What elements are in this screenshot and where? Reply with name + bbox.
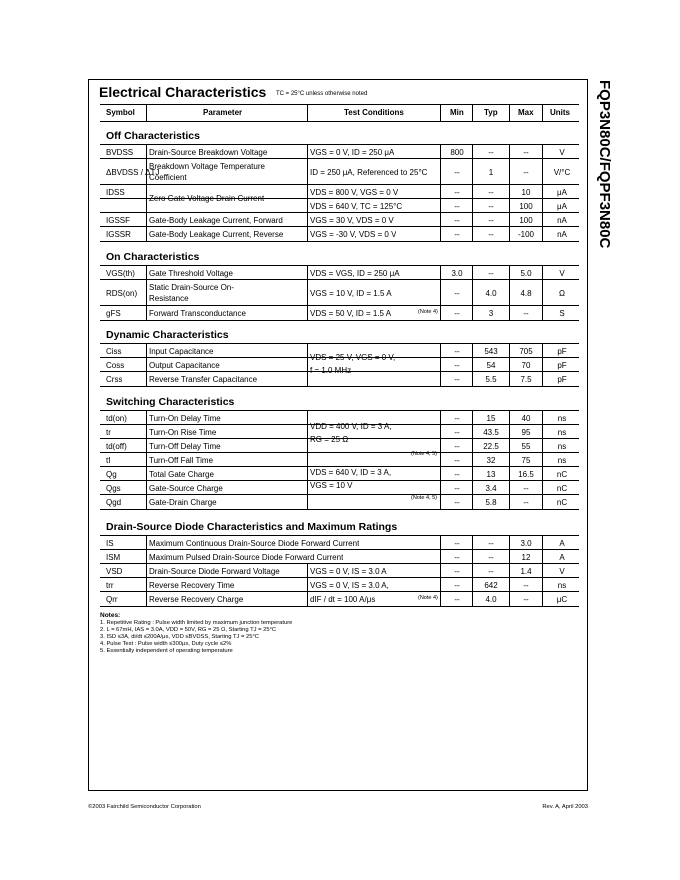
parameter: Maximum Continuous Drain-Source Diode Forward Current — [149, 538, 360, 548]
typ-value: -- — [488, 187, 494, 197]
min-value: -- — [454, 455, 460, 465]
max-value: 7.5 — [520, 374, 532, 384]
typ-value: 1 — [488, 167, 494, 177]
max-value: 10 — [521, 187, 531, 197]
max-value: 100 — [519, 201, 533, 211]
max-value: 12 — [521, 552, 531, 562]
min-value: -- — [454, 566, 460, 576]
table-row — [100, 535, 579, 550]
max-value: 4.8 — [520, 288, 532, 298]
min-value: -- — [454, 483, 460, 493]
unit: μC — [556, 594, 568, 604]
table-row — [100, 577, 579, 592]
min-value: -- — [454, 308, 460, 318]
unit: V — [559, 268, 565, 278]
symbol: Qrr — [106, 594, 118, 604]
symbol: Coss — [106, 360, 125, 370]
parameter: Breakdown Voltage Temperature Coefficient — [149, 162, 265, 182]
typ-value: 642 — [484, 580, 498, 590]
parameter: Forward Transconductance — [149, 308, 246, 318]
test-condition: VGS = -30 V, VDS = 0 V — [310, 229, 397, 239]
symbol: RDS(on) — [106, 288, 138, 298]
test-condition: VDS = 50 V, ID = 1.5 A — [310, 308, 392, 318]
test-condition-line: VDS = 25 V, VGS = 0 V, — [310, 353, 396, 362]
max-value: 100 — [519, 215, 533, 225]
part-number-sidebar: FQP3N80C/FQPF3N80C — [596, 80, 613, 249]
test-condition: ID = 250 μA, Referenced to 25°C — [310, 167, 428, 177]
parameter: Gate-Source Charge — [149, 483, 223, 493]
footer-copyright: ©2003 Fairchild Semiconductor Corporation — [88, 804, 201, 810]
typ-value: 5.8 — [485, 497, 497, 507]
typ-value: -- — [488, 566, 494, 576]
parameter: Gate-Drain Charge — [149, 497, 217, 507]
test-condition-line: VGS = 10 V — [310, 481, 353, 490]
max-value: 5.0 — [520, 268, 532, 278]
table-row — [100, 265, 579, 280]
typ-value: 22.5 — [483, 441, 499, 451]
symbol: Ciss — [106, 346, 122, 356]
symbol: ISM — [106, 552, 121, 562]
parameter: Turn-On Rise Time — [149, 427, 217, 437]
typ-value: 4.0 — [485, 594, 497, 604]
table-row — [100, 158, 579, 185]
note-item: 2. L = 67mH, IAS = 3.0A, VDD = 50V, RG = 25 Ω, Starting TJ = 25°C — [100, 627, 277, 634]
parameter: Turn-On Delay Time — [149, 413, 221, 423]
unit: nC — [556, 469, 568, 479]
note-ref: (Note 4) — [418, 595, 438, 601]
min-value: -- — [454, 427, 460, 437]
test-condition-line: VDS = 640 V, ID = 3 A, — [310, 468, 392, 477]
typ-value: 15 — [486, 413, 496, 423]
typ-value: -- — [488, 268, 494, 278]
test-condition: dIF / dt = 100 A/μs — [310, 594, 376, 604]
min-value: -- — [454, 441, 460, 451]
min-value: -- — [454, 538, 460, 548]
max-value: 1.4 — [520, 566, 532, 576]
min-value: -- — [454, 346, 460, 356]
test-condition — [310, 410, 440, 456]
symbol: ΔBVDSS / ΔTJ — [106, 167, 160, 177]
max-value: 75 — [521, 455, 531, 465]
max-value: -100 — [517, 229, 534, 239]
unit: pF — [557, 360, 567, 370]
section-heading: Drain-Source Diode Characteristics and Maximum Ratings — [106, 521, 398, 533]
typ-value: -- — [488, 201, 494, 211]
typ-value: -- — [488, 538, 494, 548]
max-value: 3.0 — [520, 538, 532, 548]
typ-value: 4.0 — [485, 288, 497, 298]
footer-revision: Rev. A, April 2003 — [542, 804, 588, 810]
parameter: Maximum Pulsed Drain-Source Diode Forward Current — [149, 552, 344, 562]
table-header — [100, 104, 579, 122]
parameter: Input Capacitance — [149, 346, 214, 356]
min-value: -- — [454, 288, 460, 298]
test-condition: VGS = 0 V, IS = 3.0 A, — [310, 580, 389, 590]
unit: pF — [557, 346, 567, 356]
symbol: Qgd — [106, 497, 122, 507]
unit: V — [559, 147, 565, 157]
note-item: 1. Repetitive Rating : Pulse width limited by maximum junction temperature — [100, 620, 293, 627]
max-value: 95 — [521, 427, 531, 437]
section-heading: Switching Characteristics — [106, 396, 235, 408]
test-condition: VDS = 640 V, TC = 125°C — [310, 201, 403, 211]
min-value: -- — [454, 201, 460, 211]
max-value: 16.5 — [518, 469, 534, 479]
unit: μA — [557, 187, 567, 197]
parameter: Reverse Recovery Time — [149, 580, 235, 590]
test-condition — [310, 343, 440, 385]
unit: V/°C — [553, 167, 571, 177]
symbol: trr — [106, 580, 114, 590]
test-condition: VGS = 30 V, VDS = 0 V — [310, 215, 394, 225]
notes — [100, 612, 292, 656]
test-condition-line: RG = 25 Ω — [310, 435, 349, 444]
max-value: -- — [523, 308, 529, 318]
col-parameter: Parameter — [203, 108, 243, 117]
note-item: 4. Pulse Test : Pulse width ≤300μs, Duty cycle ≤2% — [100, 641, 232, 648]
typ-value: 43.5 — [483, 427, 499, 437]
table-row — [100, 563, 579, 578]
min-value: -- — [454, 469, 460, 479]
symbol: BVDSS — [106, 147, 134, 157]
symbol: td(on) — [106, 413, 127, 423]
typ-value: -- — [488, 552, 494, 562]
table-row — [100, 212, 579, 227]
unit: ns — [557, 455, 567, 465]
page-title: Electrical Characteristics — [99, 84, 267, 100]
max-value: 40 — [521, 413, 531, 423]
table-row — [100, 549, 579, 564]
min-value: -- — [454, 229, 460, 239]
min-value: -- — [454, 594, 460, 604]
symbol: VGS(th) — [106, 268, 135, 278]
symbol: Crss — [106, 374, 123, 384]
unit: A — [559, 538, 565, 548]
symbol: IGSSR — [106, 229, 131, 239]
parameter: Reverse Transfer Capacitance — [149, 374, 258, 384]
table-row — [100, 591, 579, 607]
typ-value: 3.4 — [485, 483, 497, 493]
unit: nA — [557, 229, 567, 239]
max-value: -- — [523, 497, 529, 507]
section-heading: On Characteristics — [106, 251, 200, 263]
col-units: Units — [550, 108, 570, 117]
col-typ: Typ — [484, 108, 498, 117]
max-value: -- — [523, 147, 529, 157]
parameter: Total Gate Charge — [149, 469, 214, 479]
min-value: -- — [454, 413, 460, 423]
col-test-conditions: Test Conditions — [344, 108, 404, 117]
symbol: IGSSF — [106, 215, 131, 225]
typ-value: 3 — [488, 308, 494, 318]
symbol: td(off) — [106, 441, 127, 451]
min-value: -- — [454, 167, 460, 177]
note-ref: (Note 4) — [418, 309, 438, 315]
max-value: -- — [523, 594, 529, 604]
min-value: -- — [454, 187, 460, 197]
table-row — [100, 279, 579, 306]
parameter: Turn-Off Delay Time — [149, 441, 221, 451]
unit: V — [559, 566, 565, 576]
max-value: 705 — [519, 346, 533, 356]
table-row — [100, 144, 579, 159]
note-item: 5. Essentially independent of operating temperature — [100, 648, 233, 655]
typ-value: -- — [488, 147, 494, 157]
parameter: Gate-Body Leakage Current, Reverse — [149, 229, 284, 239]
test-condition-line: f = 1.0 MHz — [310, 366, 352, 375]
notes-heading: Notes: — [100, 612, 121, 619]
typ-value: 13 — [486, 469, 496, 479]
unit: nC — [556, 497, 568, 507]
min-value: -- — [454, 552, 460, 562]
typ-value: 5.5 — [485, 374, 497, 384]
section-heading: Dynamic Characteristics — [106, 329, 229, 341]
unit: ns — [557, 427, 567, 437]
test-condition: VGS = 0 V, ID = 250 μA — [310, 147, 395, 157]
typ-value: 543 — [484, 346, 498, 356]
unit: ns — [557, 580, 567, 590]
unit: A — [559, 552, 565, 562]
section-heading: Off Characteristics — [106, 130, 200, 142]
test-condition: VDS = VGS, ID = 250 μA — [310, 268, 400, 278]
max-value: 70 — [521, 360, 531, 370]
min-value: -- — [454, 580, 460, 590]
max-value: -- — [523, 167, 529, 177]
unit: S — [559, 308, 565, 318]
min-value: 3.0 — [451, 268, 463, 278]
typ-value: 54 — [486, 360, 496, 370]
symbol: Qgs — [106, 483, 121, 493]
unit: pF — [557, 374, 567, 384]
typ-value: 32 — [486, 455, 496, 465]
test-condition-line: VDD = 400 V, ID = 3 A, — [310, 422, 392, 431]
max-value: -- — [523, 580, 529, 590]
unit: nC — [556, 483, 568, 493]
parameter: Gate-Body Leakage Current, Forward — [149, 215, 283, 225]
symbol: gFS — [106, 308, 121, 318]
unit: Ω — [559, 288, 565, 298]
col-min: Min — [450, 108, 464, 117]
unit: ns — [557, 441, 567, 451]
parameter: Gate Threshold Voltage — [149, 268, 233, 278]
parameter: Static Drain-Source On-Resistance — [149, 283, 234, 303]
test-condition — [310, 466, 440, 492]
parameter: Drain-Source Diode Forward Voltage — [149, 566, 280, 576]
min-value: -- — [454, 360, 460, 370]
test-condition-note: TC = 25°C unless otherwise noted — [276, 91, 368, 97]
table-row — [100, 494, 579, 510]
typ-value: -- — [488, 229, 494, 239]
note-ref: (Note 4, 5) — [411, 451, 437, 457]
test-condition: VDS = 800 V, VGS = 0 V — [310, 187, 399, 197]
max-value: 55 — [521, 441, 531, 451]
min-value: -- — [454, 374, 460, 384]
min-value: -- — [454, 497, 460, 507]
parameter: Output Capacitance — [149, 360, 220, 370]
note-item: 3. ISD ≤3A, di/dt ≤200A/μs, VDD ≤BVDSS, Starting TJ = 25°C — [100, 634, 259, 641]
table-row — [100, 305, 579, 321]
parameter: Reverse Recovery Charge — [149, 594, 244, 604]
parameter: Drain-Source Breakdown Voltage — [149, 147, 268, 157]
symbol: tr — [106, 427, 111, 437]
min-value: -- — [454, 215, 460, 225]
typ-value: -- — [488, 215, 494, 225]
col-max: Max — [518, 108, 534, 117]
min-value: 800 — [450, 147, 464, 157]
table-row — [100, 226, 579, 242]
note-ref: (Note 4, 5) — [411, 495, 437, 501]
symbol: IDSS — [106, 187, 125, 197]
test-condition: VGS = 10 V, ID = 1.5 A — [310, 288, 392, 298]
parameter: Turn-Off Fall Time — [149, 455, 214, 465]
test-condition: VGS = 0 V, IS = 3.0 A — [310, 566, 387, 576]
parameter: Zero Gate Voltage Drain Current — [149, 193, 265, 203]
unit: μA — [557, 201, 567, 211]
symbol: IS — [106, 538, 114, 548]
col-symbol: Symbol — [106, 108, 135, 117]
symbol: Qg — [106, 469, 117, 479]
unit: nA — [557, 215, 567, 225]
symbol: tf — [106, 455, 111, 465]
unit: ns — [557, 413, 567, 423]
symbol: VSD — [106, 566, 123, 576]
max-value: -- — [523, 483, 529, 493]
